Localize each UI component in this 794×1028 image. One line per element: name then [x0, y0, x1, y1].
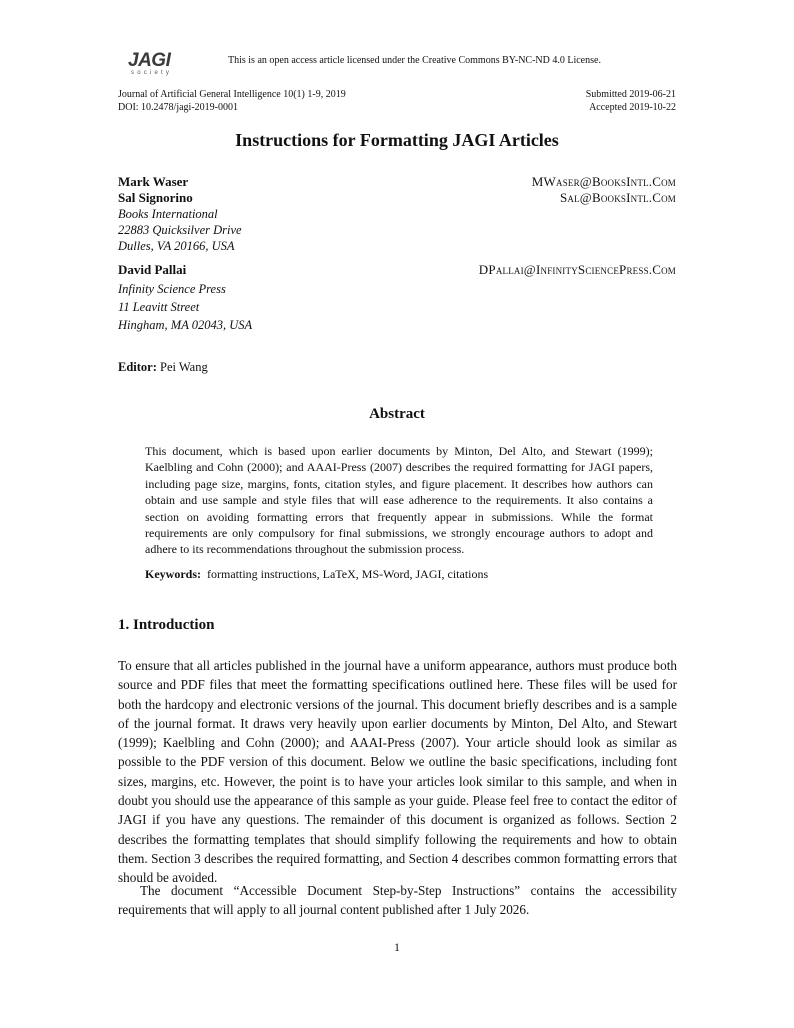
paper-title: Instructions for Formatting JAGI Articles	[235, 130, 559, 150]
author-name: Mark Waser	[118, 174, 189, 189]
body-paragraph: To ensure that all articles published in the journal have a uniform appearance, authors must produce both source and PDF files that meet the formatting specifications outlined here. These files will be used for both the hardcopy and electronic versions of the journal. This document briefly describes and is a sample of the journal format. It draws very heavily upon earlier documents by Minton, Del Alto, and Stewart (1999); Kaelbling and Cohn (2000); and AAAI-Press (2007). Your article should look as similar as possible to the PDF version of this document. Below we outline the basic specifications, including font sizes, margins, etc. However, the point is to have your articles look similar to this sample, and when in doubt you should use the appearance of this sample as your guide. Please feel free to contact the editor of JAGI if you have any questions. The remainder of this document is organized as follows. Section 2 describes the formatting templates that should simplify following the requirements and how to obtain them. Section 3 describes the required formatting, and Section 4 describes common formatting errors that should be avoided.	[118, 658, 677, 886]
logo-mark: JAGI	[128, 50, 171, 71]
section-heading: 1. Introduction	[118, 617, 215, 633]
license-notice: This is an open access article licensed under the Creative Commons BY-NC-ND 4.0 License.	[228, 55, 601, 66]
page-number: 1	[394, 940, 400, 954]
doi: DOI: 10.2478/jagi-2019-0001	[118, 101, 238, 113]
abstract-text: This document, which is based upon earlier documents by Minton, Del Alto, and Stewart (1999); Kaelbling and Cohn (2000); and AAAI-Press (2007) describes the required formatting for JAGI papers, including page size, margins, fonts, citation styles, and figure placement. It describes how authors can obtain and use sample and style files that will ease adherence to the requirements. It also contains a section on avoiding formatting errors that frequently appear in submissions. While the format requirements are only compulsory for final submissions, we strongly encourage authors to adopt and adhere to its recommendations throughout the submission process.	[145, 444, 653, 557]
author-name: Sal Signorino	[118, 190, 193, 205]
keywords-label: Keywords:	[145, 567, 201, 581]
author-email[interactable]: MWaser@BooksIntl.Com	[531, 174, 676, 189]
affiliation-city: Hingham, MA 02043, USA	[118, 318, 253, 332]
editor-line	[118, 360, 208, 375]
author-group-1	[118, 174, 676, 254]
affiliation-street: 22883 Quicksilver Drive	[118, 223, 242, 237]
affiliation-city: Dulles, VA 20166, USA	[118, 239, 235, 253]
journal-info	[118, 89, 346, 114]
editor-name: Pei Wang	[160, 360, 208, 374]
author-group-2	[118, 262, 676, 333]
submitted-date: Submitted 2019-06-21	[585, 89, 676, 100]
author-row	[118, 174, 676, 190]
keywords-list: formatting instructions, LaTeX, MS-Word, JAGI, citations	[207, 567, 489, 581]
author-name: David Pallai	[118, 262, 187, 277]
affiliation-org: Books International	[118, 207, 218, 221]
dates-info	[586, 89, 676, 114]
editor-label: Editor:	[118, 360, 157, 374]
author-row	[118, 190, 676, 206]
affiliation-org: Infinity Science Press	[118, 282, 226, 296]
jagi-logo	[128, 51, 180, 75]
author-row	[118, 262, 676, 278]
abstract-heading: Abstract	[369, 406, 425, 422]
author-email[interactable]: DPallai@InfinitySciencePress.Com	[478, 262, 676, 277]
logo-subtitle: society	[131, 70, 173, 76]
affiliation-street: 11 Leavitt Street	[118, 300, 200, 314]
accepted-date: Accepted 2019-10-22	[589, 101, 676, 113]
keywords-line	[145, 567, 488, 582]
author-email[interactable]: Sal@BooksIntl.Com	[559, 190, 676, 205]
body-paragraph: The document “Accessible Document Step-by-Step Instructions” contains the accessibility requirements that will apply to all journal content published after 1 July 2026.	[118, 883, 677, 918]
journal-citation: Journal of Artificial General Intelligence 10(1) 1-9, 2019	[118, 89, 346, 100]
